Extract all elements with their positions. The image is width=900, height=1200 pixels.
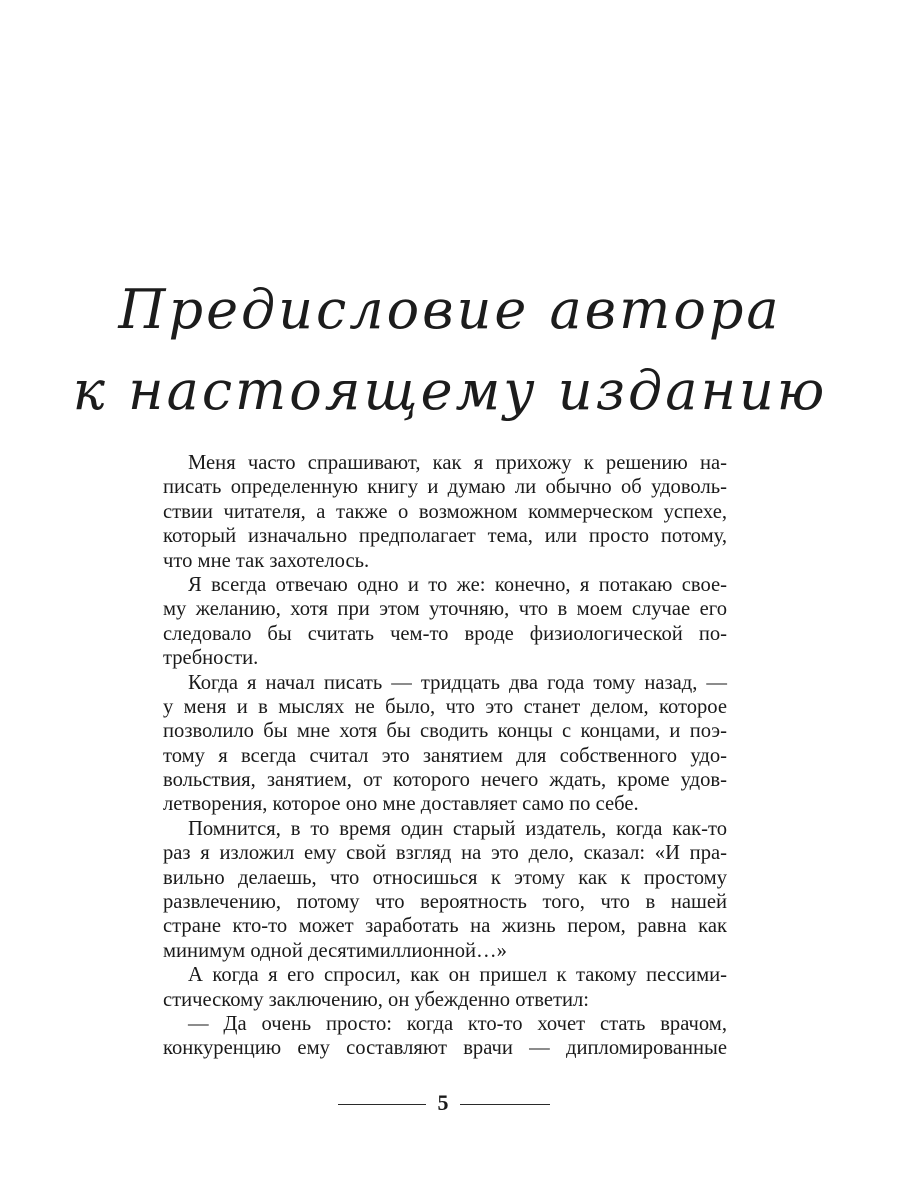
body-text	[163, 451, 727, 1061]
page-number: 5	[437, 1090, 449, 1115]
text-line: летворения, которое оно мне доставляет само по себе.	[163, 793, 639, 816]
page-footer	[0, 1088, 900, 1118]
text-line: который изначально предполагает тема, или просто потому,	[163, 525, 727, 548]
text-line: развлечению, потому что вероятность того, что в нашей	[163, 891, 727, 914]
footer-rule-left	[338, 1104, 426, 1105]
text-line: минимум одной десятимиллионной…»	[163, 939, 507, 962]
chapter-title-line-1: Предисловие автора	[118, 278, 782, 341]
chapter-title-line-2: к настоящему изданию	[72, 359, 828, 422]
footer-rule-right	[460, 1104, 550, 1105]
text-line: ствии читателя, а также о возможном коммерческом успехе,	[163, 500, 727, 523]
text-line: му желанию, хотя при этом уточняю, что в моем случае его	[163, 598, 727, 621]
text-line: вольствия, занятием, от которого нечего ждать, кроме удов-	[163, 769, 727, 792]
text-line: Помнится, в то время один старый издатель, когда как-то	[188, 817, 727, 840]
text-line: вильно делаешь, что относишься к этому как к простому	[163, 866, 727, 889]
text-line: Я всегда отвечаю одно и то же: конечно, я потакаю свое-	[188, 573, 727, 596]
text-line: Когда я начал писать — тридцать два года тому назад, —	[188, 671, 727, 694]
text-line: требности.	[163, 647, 259, 670]
text-line: А когда я его спросил, как он пришел к такому пессими-	[188, 964, 727, 987]
text-line: следовало бы считать чем-то вроде физиологической по-	[163, 622, 727, 645]
text-line: писать определенную книгу и думаю ли обычно об удоволь-	[163, 476, 727, 499]
text-line: стране кто-то может заработать на жизнь пером, равна как	[163, 915, 727, 938]
text-line: позволило бы мне хотя бы сводить концы с концами, и поэ-	[163, 720, 727, 743]
text-line: что мне так захотелось.	[163, 549, 370, 572]
text-line: у меня и в мыслях не было, что это станет делом, которое	[163, 695, 727, 718]
text-line: Меня часто спрашивают, как я прихожу к решению на-	[188, 452, 727, 474]
text-line: — Да очень просто: когда кто-то хочет стать врачом,	[188, 1012, 727, 1035]
text-line: тому я всегда считал это занятием для собственного удо-	[163, 744, 727, 767]
text-line: стическому заключению, он убежденно ответил:	[163, 988, 589, 1011]
text-line: конкуренцию ему составляют врачи — дипломированные	[163, 1037, 727, 1060]
text-line: раз я изложил ему свой взгляд на это дело, сказал: «И пра-	[163, 842, 727, 865]
